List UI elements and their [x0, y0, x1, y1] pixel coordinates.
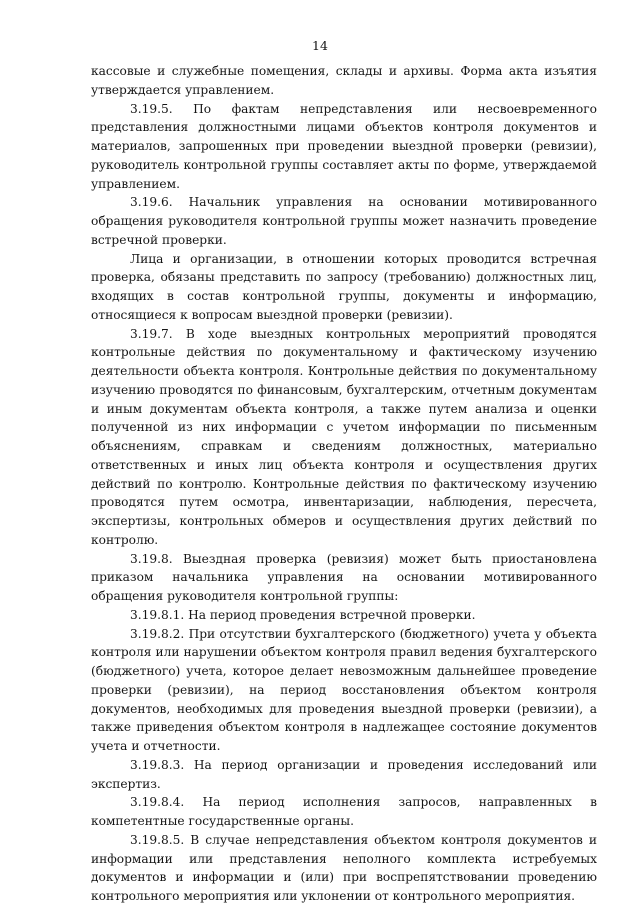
- document-paragraph: 3.19.8.1. На период проведения встречной проверки.: [130, 607, 476, 622]
- document-paragraph: 3.19.8.4. На период исполнения запросов, направленных в компетентные государственные органы.: [91, 795, 597, 828]
- document-paragraph: кассовые и служебные помещения, склады и архивы. Форма акта изъятия утверждается управлением.: [91, 64, 597, 97]
- document-paragraph: 3.19.8.5. В случае непредставления объектом контроля документов и информации или представления неполного комплекта истребуемых документов и информации и (или) при воспрепятствовании проведению контрольного мероприятия или уклонении от контрольного мероприятия.: [91, 832, 597, 903]
- document-body: [91, 62, 597, 906]
- page-number: 14: [312, 38, 328, 53]
- document-paragraph: 3.19.5. По фактам непредставления или несвоевременного представления должностными лицами объектов контроля документов и материалов, запрошенных при проведении выездной проверки (ревизии), руководитель контрольной группы составляет акты по форме, утверждаемой управлением.: [91, 101, 597, 191]
- document-paragraph: 3.19.8.3. На период организации и проведения исследований или экспертиз.: [91, 757, 597, 791]
- document-paragraph: 3.19.6. Начальник управления на основании мотивированного обращения руководителя контрольной группы может назначить проведение встречной проверки.: [91, 195, 597, 247]
- document-paragraph: 3.19.8.2. При отсутствии бухгалтерского (бюджетного) учета у объекта контроля или нарушении объектом контроля правил ведения бухгалтерского (бюджетного) учета, которое делает невозможным дальнейшее проведение проверки (ревизии), на период восстановления объектом контроля документов, необходимых для проведения выездной проверки (ревизии), а также приведения объектом контроля в надлежащее состояние документов учета и отчетности.: [91, 626, 597, 753]
- document-paragraph: 3.19.8. Выездная проверка (ревизия) может быть приостановлена приказом начальника управления на основании мотивированного обращения руководителя контрольной группы:: [91, 551, 597, 603]
- document-paragraph: 3.19.7. В ходе выездных контрольных мероприятий проводятся контрольные действия по документальному и фактическому изучению деятельности объекта контроля. Контрольные действия по документальному изучению проводятся по финансовым, бухгалтерским, отчетным документам и иным документам объекта контроля, а также путем анализа и оценки полученной из них информации с учетом информации по письменным объяснениям, справкам и сведениям должностных, материально ответственных и иных лиц объекта контроля и осуществления других действий по контролю. Контрольные действия по фактическому изучению проводятся путем осмотра, инвентаризации, наблюдения, пересчета, экспертизы, контрольных обмеров и осуществления других действий по контролю.: [91, 326, 597, 547]
- document-paragraph: Лица и организации, в отношении которых проводится встречная проверка, обязаны представить по запросу (требованию) должностных лиц, входящих в состав контрольной группы, документы и информацию, относящиеся к вопросам выездной проверки (ревизии).: [91, 251, 597, 322]
